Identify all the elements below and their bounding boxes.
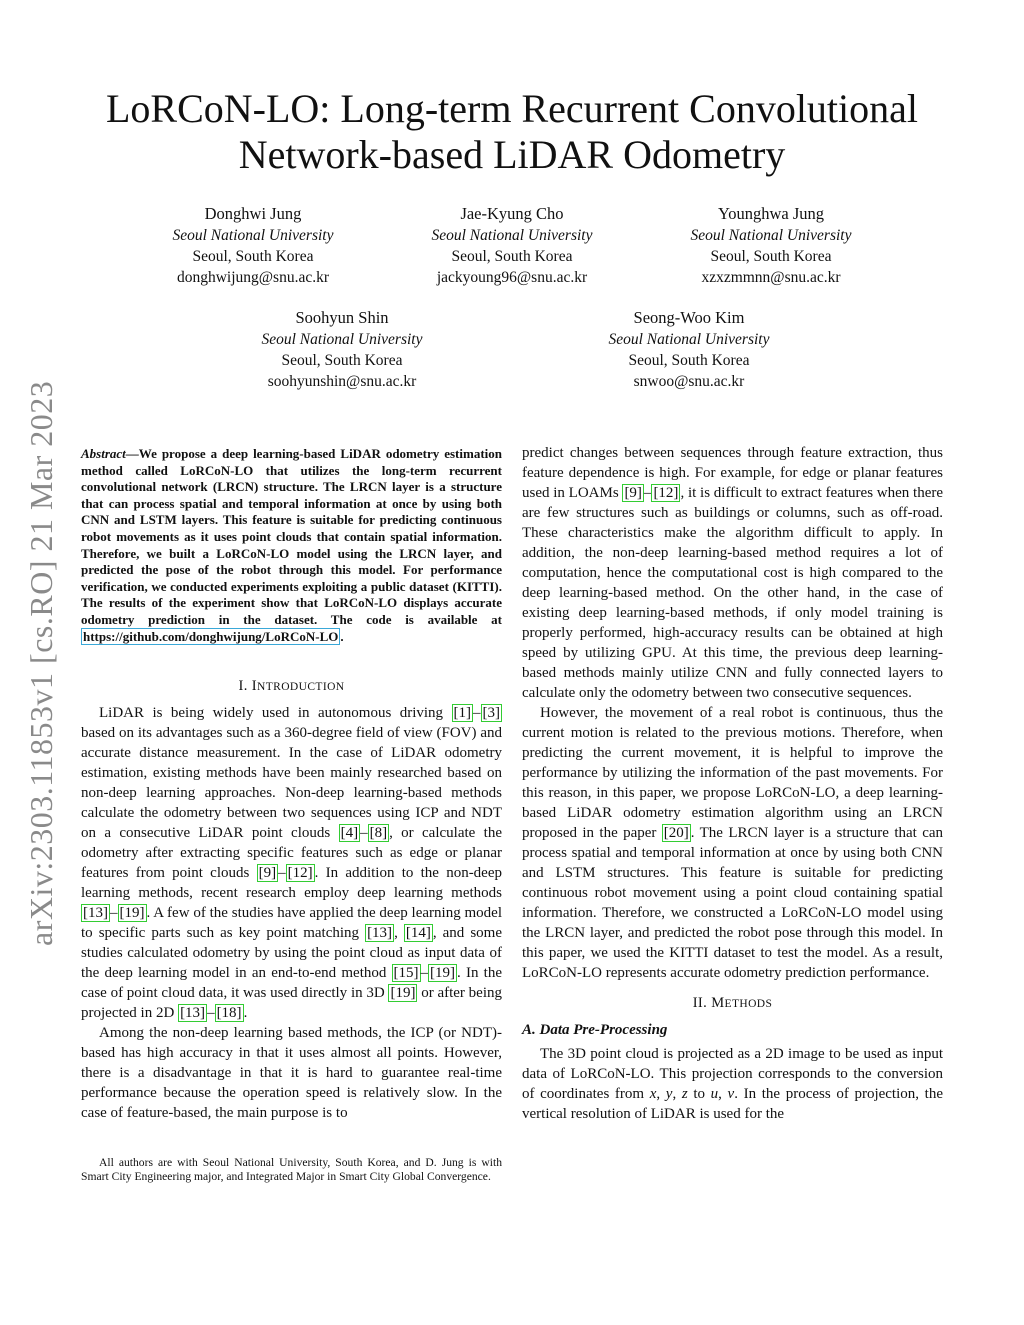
methods-paragraph-1: The 3D point cloud is projected as a 2D image to be used as input data of LoRCoN-LO. This projection corresponds to the conversion of coordinates from x, y, z to u, v. In the process of projection, the vertical resolution of LiDAR is used for the bbox=[522, 1046, 943, 1122]
intro-paragraph-2: Among the non-deep learning based methods, the ICP (or NDT)-based has high accuracy in that it uses almost all points. However, there is a disadvantage in that it is hard to guarantee real-time performance because the operation speed is relatively slow. In the case of feature-based, the main purpose is to bbox=[81, 1025, 502, 1121]
author-affiliation: Seoul National University bbox=[690, 227, 852, 244]
citation[interactable]: [15] bbox=[393, 965, 419, 981]
arxiv-identifier-text: arXiv:2303.11853v1 [cs.RO] 21 Mar 2023 bbox=[23, 380, 59, 946]
abstract-label: Abstract bbox=[81, 446, 126, 461]
citation[interactable]: [18] bbox=[216, 1005, 242, 1021]
right-column bbox=[522, 443, 943, 1124]
author-location: Seoul, South Korea bbox=[710, 248, 832, 265]
paper-title bbox=[70, 86, 954, 178]
intro-paragraph-4: However, the movement of a real robot is continuous, thus the current motion is related to the previous motions. Therefore, when predicting the current movement, it is helpful to improve the performance by utilizing the information of the past movements. For this reason, in this paper, we propose LoRCoN-LO, a deep learning-based LiDAR odometry estimation algorithm using an LRCN proposed in the paper [20] . The LRCN layer is a structure that can process spatial and temporal information at once by using both CNN and LSTM structures. This feature is suitable for predicting continuous robot movement using a point cloud containing spatial information. Therefore, we constructed a LoRCoN-LO model using the LRCN layer, and predicted the robot pose through this model. In this paper, we used the KITTI dataset to test the model. As a result, LoRCoN-LO represents accurate odometry prediction performance. bbox=[522, 705, 944, 981]
author-email: xzxzmmnn@snu.ac.kr bbox=[701, 269, 841, 286]
citation[interactable]: [9] bbox=[624, 485, 642, 501]
citation[interactable]: [13] bbox=[180, 1005, 206, 1021]
arxiv-identifier bbox=[22, 360, 62, 950]
citation[interactable]: [19] bbox=[430, 965, 456, 981]
author-name: Soohyun Shin bbox=[295, 308, 389, 327]
author-email: soohyunshin@snu.ac.kr bbox=[267, 373, 417, 390]
author-name: Donghwi Jung bbox=[204, 204, 302, 223]
section-heading-introduction: I. INTRODUCTION bbox=[238, 678, 345, 694]
subsection-heading-data-preprocessing: A. Data Pre-Processing bbox=[522, 1022, 668, 1038]
author-location: Seoul, South Korea bbox=[281, 352, 403, 369]
author-block bbox=[651, 203, 891, 288]
author-name: Seong-Woo Kim bbox=[633, 308, 745, 327]
title-line-1: LoRCoN-LO: Long-term Recurrent Convolutional bbox=[105, 86, 919, 131]
citation[interactable]: [1] bbox=[453, 705, 471, 721]
author-affiliation: Seoul National University bbox=[608, 331, 770, 348]
citation[interactable]: [12] bbox=[653, 485, 679, 501]
author-block bbox=[392, 203, 632, 288]
citation[interactable]: [14] bbox=[405, 925, 431, 941]
author-name: Younghwa Jung bbox=[717, 204, 825, 223]
author-email: jackyoung96@snu.ac.kr bbox=[436, 269, 588, 286]
author-affiliation: Seoul National University bbox=[261, 331, 423, 348]
author-affiliation: Seoul National University bbox=[431, 227, 593, 244]
section-heading-methods: II. METHODS bbox=[692, 995, 773, 1011]
author-email: donghwijung@snu.ac.kr bbox=[176, 269, 330, 286]
introduction-section bbox=[81, 676, 502, 1123]
title-line-2: Network-based LiDAR Odometry bbox=[238, 132, 786, 177]
author-block bbox=[222, 307, 462, 392]
citation[interactable]: [12] bbox=[287, 865, 313, 881]
citation[interactable]: [19] bbox=[119, 905, 145, 921]
citation[interactable]: [3] bbox=[482, 705, 500, 721]
intro-paragraph-1: LiDAR is being widely used in autonomous driving [1] – [3] based on its advantages such as a 360-degree field of view (FOV) and accurate distance measurement. In the case of LiDAR odometry estimation, existing methods have been mainly researched based on non-deep learning approaches. Non-deep learning-based methods calculate the odometry between two sequences using ICP and NDT on a consecutive LiDAR point clouds [4] – [8] , or calculate the odometry after extracting specific features such as edge or planar features from point clouds [9] – [12] . In addition to the non-deep learning methods, recent research employ deep learning methods [13] – [19] . A few of the studies have applied the deep learning model to specific parts such as key point matching [13] , [14] , and some studies calculated odometry by using the point cloud as input data of the deep learning model in an end-to-end method [15] – [19] . In the case of point cloud data, it was used directly in 3D [19] or after being projected in 2D [13] – [18] . bbox=[81, 705, 503, 1021]
code-repository-link[interactable]: https://github.com/donghwijung/LoRCoN-LO bbox=[83, 628, 339, 644]
citation[interactable]: [13] bbox=[83, 905, 108, 921]
abstract: Abstract—We propose a deep learning-based LiDAR odometry estimation method called LoRCoN-LO that utilizes the long-term recurrent convolutional network (LRCN) structure. The LRCN layer is a structure that can process spatial and temporal information at once by using both CNN and LSTM layers. This feature is suitable for predicting continuous robot movements as it uses point clouds that contain spatial information. Therefore, we built a LoRCoN-LO model using the LRCN layer, and predicted the pose of the robot through this model. For performance verification, we conducted experiments exploiting a public dataset (KITTI). The results of the experiment show that LoRCoN-LO displays accurate odometry prediction in the dataset. The code is available at https://github.com/donghwijung/LoRCoN-LO . bbox=[81, 446, 502, 644]
abstract-text: We propose a deep learning-based LiDAR odometry estimation method called LoRCoN-LO that utilizes the long-term recurrent convolutional network (LRCN) structure. The LRCN layer is a structure that can process spatial and temporal information at once by using both CNN and LSTM layers. This feature is suitable for predicting continuous robot movements as it uses point clouds that contain spatial information. Therefore, we built a LoRCoN-LO model using the LRCN layer, and predicted the pose of the robot through this model. For performance verification, we conducted experiments exploiting a public dataset (KITTI). The results of the experiment show that LoRCoN-LO displays accurate odometry prediction in the dataset. The code is available at bbox=[81, 446, 502, 627]
author-name: Jae-Kyung Cho bbox=[460, 204, 564, 223]
intro-paragraph-3: predict changes between sequences through feature extraction, thus feature dependence is high. For example, for edge or planar features used in LOAMs [9] – [12] , it is difficult to extract features when there are few structures such as buildings or columns, such as off-road. These characteristics make the algorithm difficult to apply. In addition, the non-deep learning-based method requires a lot of computation, hence the computational cost is high compared to the deep learning-based method. On the other hand, in the case of existing deep learning-based methods, if only model training is properly performed, high-accuracy results can be obtained at high speed by utilizing GPU. At this time, the previous deep learning-based methods mainly utilize CNN and fully connected layers to calculate only the odometry between two consecutive sequences. bbox=[522, 445, 944, 701]
author-block bbox=[569, 307, 809, 392]
author-location: Seoul, South Korea bbox=[628, 352, 750, 369]
citation[interactable]: [9] bbox=[258, 865, 277, 881]
citation[interactable]: [20] bbox=[663, 825, 689, 841]
author-location: Seoul, South Korea bbox=[451, 248, 573, 265]
abstract-dash: — bbox=[125, 446, 139, 461]
citation[interactable]: [13] bbox=[367, 925, 393, 941]
author-email: snwoo@snu.ac.kr bbox=[633, 373, 745, 390]
left-column bbox=[81, 446, 502, 645]
footnote-text: All authors are with Seoul National University, South Korea, and D. Jung is with Smart City Engineering major, and Integrated Major in Smart City Global Convergence. bbox=[81, 1156, 502, 1184]
citation[interactable]: [19] bbox=[390, 985, 416, 1001]
citation[interactable]: [8] bbox=[369, 825, 388, 841]
citation[interactable]: [4] bbox=[340, 825, 359, 841]
author-location: Seoul, South Korea bbox=[192, 248, 314, 265]
author-block bbox=[133, 203, 373, 288]
footnote bbox=[81, 1156, 502, 1185]
author-affiliation: Seoul National University bbox=[172, 227, 334, 244]
